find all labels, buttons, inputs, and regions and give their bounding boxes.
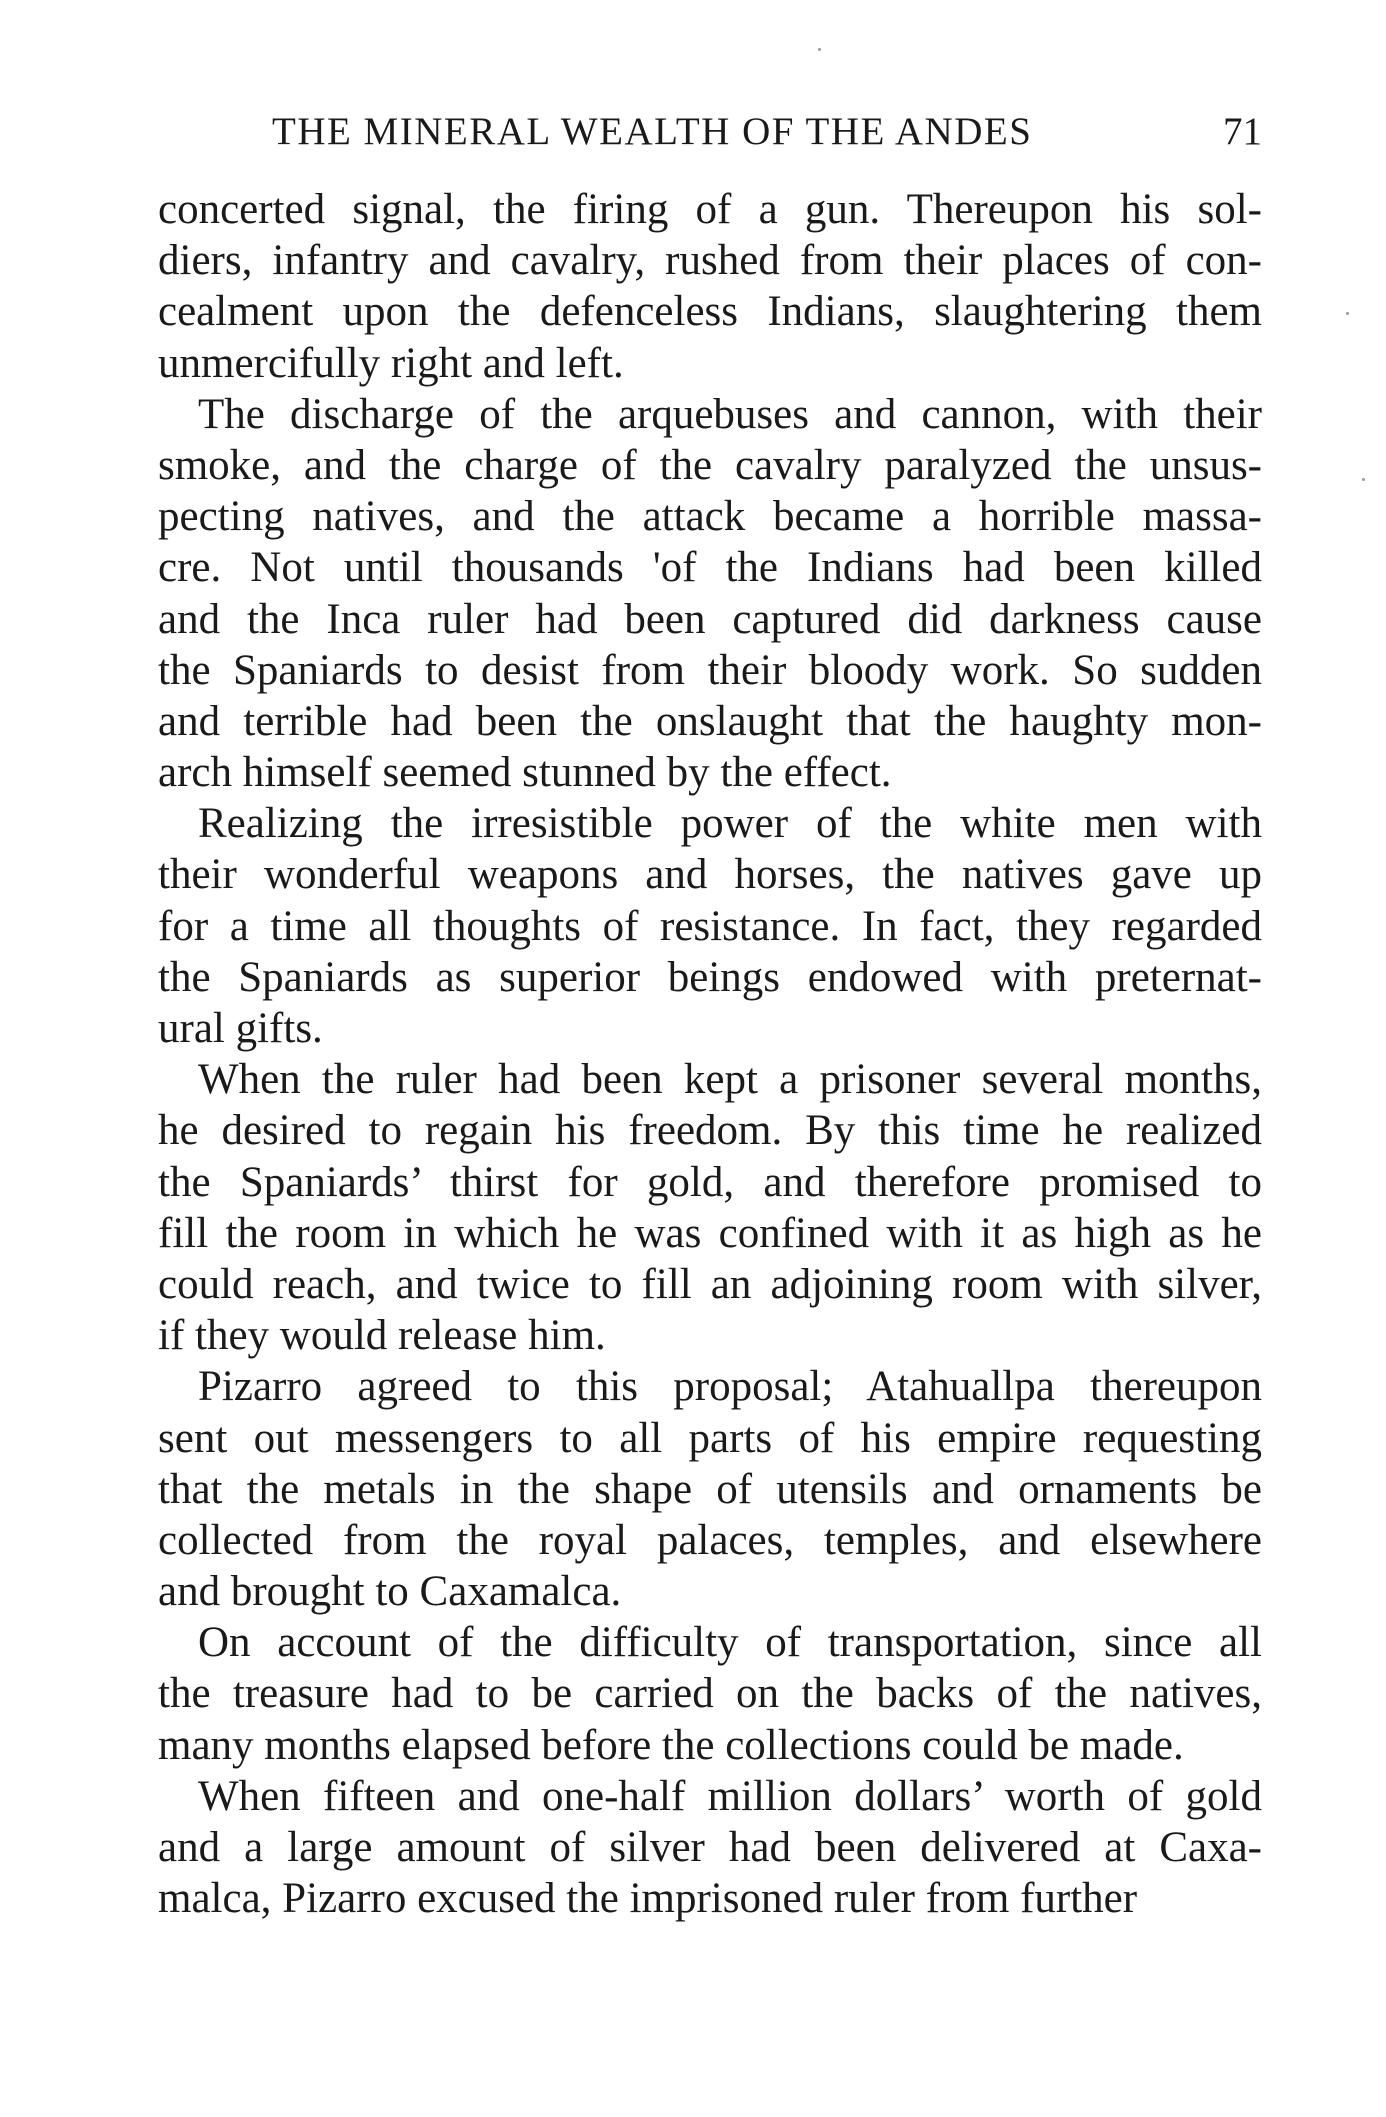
- paragraph: [158, 798, 1262, 1054]
- text-line: and terrible had been the onslaught that the haughty mon-: [158, 697, 1262, 745]
- text-line: and brought to Caxamalca.: [158, 1568, 622, 1616]
- text-line: the Spaniards as superior beings endowed with preternat-: [158, 953, 1262, 1001]
- running-head-title: THE MINERAL WEALTH OF THE ANDES: [272, 110, 1033, 153]
- paragraph: [158, 184, 1262, 389]
- text-line: Pizarro agreed to this proposal; Atahuallpa thereupon: [198, 1363, 1262, 1411]
- text-line: that the metals in the shape of utensils and ornaments be: [158, 1465, 1262, 1513]
- body-text: [158, 184, 1262, 1924]
- paragraph: [158, 389, 1262, 799]
- text-line: if they would release him.: [158, 1312, 606, 1360]
- paragraph: [158, 1617, 1262, 1771]
- paragraph: [158, 1054, 1262, 1361]
- text-line: and a large amount of silver had been delivered at Caxa-: [158, 1824, 1262, 1871]
- text-line: When the ruler had been kept a prisoner several months,: [198, 1056, 1262, 1104]
- text-line: cealment upon the defenceless Indians, slaughtering them: [158, 288, 1262, 336]
- text-line: for a time all thoughts of resistance. In fact, they regarded: [158, 902, 1262, 950]
- text-line: the Spaniards’ thirst for gold, and therefore promised to: [158, 1158, 1262, 1206]
- text-line: arch himself seemed stunned by the effect.: [158, 749, 892, 797]
- paragraph: [158, 1361, 1262, 1617]
- text-line: could reach, and twice to fill an adjoining room with silver,: [158, 1260, 1262, 1308]
- text-line: On account of the difficulty of transportation, since all: [198, 1619, 1262, 1667]
- text-line: fill the room in which he was confined with it as high as he: [158, 1209, 1262, 1257]
- page-number: 71: [1223, 110, 1262, 153]
- paper-speck: [1346, 312, 1349, 315]
- text-line: their wonderful weapons and horses, the natives gave up: [158, 851, 1262, 899]
- text-line: pecting natives, and the attack became a horrible massa-: [158, 493, 1262, 541]
- text-line: he desired to regain his freedom. By this time he realized: [158, 1107, 1262, 1155]
- text-line: many months elapsed before the collections could be made.: [158, 1721, 1184, 1769]
- text-line: the Spaniards to desist from their bloody work. So sudden: [158, 646, 1262, 694]
- text-line: When fifteen and one-half million dollars’ worth of gold: [198, 1772, 1262, 1820]
- text-line: diers, infantry and cavalry, rushed from their places of con-: [158, 237, 1262, 285]
- paper-speck: [818, 48, 821, 51]
- text-line: ural gifts.: [158, 1005, 323, 1052]
- text-line: malca, Pizarro excused the imprisoned ruler from further: [158, 1875, 1138, 1923]
- text-line: concerted signal, the firing of a gun. Thereupon his sol-: [158, 186, 1262, 233]
- text-line: sent out messengers to all parts of his empire requesting: [158, 1414, 1262, 1462]
- paper-speck: [1362, 478, 1365, 481]
- text-line: Realizing the irresistible power of the white men with: [198, 800, 1262, 848]
- text-line: the treasure had to be carried on the backs of the natives,: [158, 1670, 1262, 1718]
- text-line: smoke, and the charge of the cavalry paralyzed the unsus-: [158, 441, 1262, 489]
- paragraph: [158, 1771, 1262, 1925]
- text-line: The discharge of the arquebuses and cannon, with their: [198, 390, 1262, 438]
- text-line: unmercifully right and left.: [158, 339, 624, 387]
- running-head: [272, 104, 1262, 160]
- text-line: and the Inca ruler had been captured did darkness cause: [158, 595, 1262, 643]
- text-line: collected from the royal palaces, temples, and elsewhere: [158, 1516, 1262, 1564]
- text-line: cre. Not until thousands 'of the Indians had been killed: [158, 544, 1262, 592]
